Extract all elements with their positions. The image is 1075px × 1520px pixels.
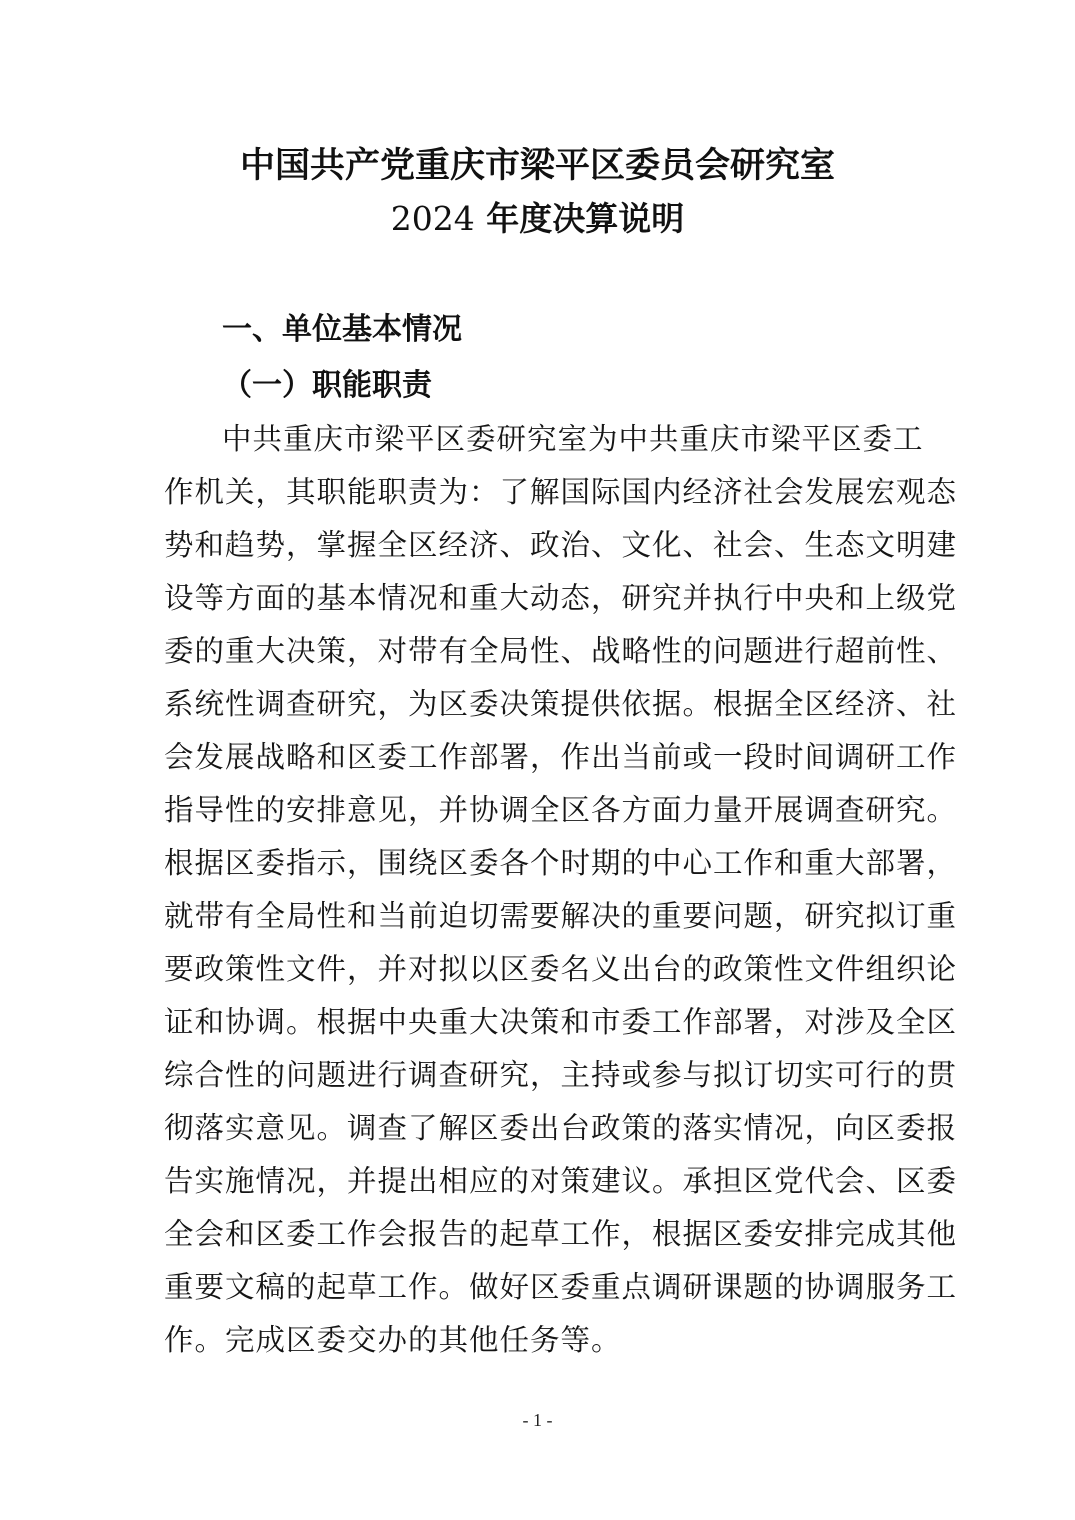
subtitle-year: 2024 — [390, 199, 475, 238]
paragraph-line: 证和协调。根据中央重大决策和市委工作部署，对涉及全区 — [164, 1005, 958, 1039]
paragraph-line: 全会和区委工作会报告的起草工作，根据区委安排完成其他 — [164, 1217, 958, 1251]
paragraph-line: 委的重大决策，对带有全局性、战略性的问题进行超前性、 — [164, 634, 958, 668]
page-number: - 1 - — [522, 1410, 553, 1430]
paragraph-line: 作。完成区委交办的其他任务等。 — [164, 1323, 622, 1357]
subtitle-text: 年度决算说明 — [474, 199, 685, 238]
paragraph-line: 作机关，其职能职责为：了解国际国内经济社会发展宏观态 — [164, 475, 958, 509]
section-heading: 一、单位基本情况 — [222, 312, 462, 347]
paragraph-line: 设等方面的基本情况和重大动态，研究并执行中央和上级党 — [164, 581, 958, 615]
paragraph-line: 就带有全局性和当前迫切需要解决的重要问题，研究拟订重 — [164, 899, 958, 933]
paragraph-line: 中共重庆市梁平区委研究室为中共重庆市梁平区委工 — [222, 422, 924, 456]
document-title: 中国共产党重庆市梁平区委员会研究室 — [239, 145, 835, 186]
paragraph-line: 会发展战略和区委工作部署，作出当前或一段时间调研工作 — [164, 740, 958, 774]
document-subtitle — [0, 193, 1075, 240]
paragraph-line: 重要文稿的起草工作。做好区委重点调研课题的协调服务工 — [164, 1270, 958, 1304]
paragraph-line: 指导性的安排意见，并协调全区各方面力量开展调查研究。 — [164, 793, 958, 827]
paragraph-line: 告实施情况，并提出相应的对策建议。承担区党代会、区委 — [164, 1164, 958, 1198]
subsection-heading: （一）职能职责 — [222, 368, 432, 403]
paragraph-line: 彻落实意见。调查了解区委出台政策的落实情况，向区委报 — [164, 1111, 958, 1145]
paragraph-line: 势和趋势，掌握全区经济、政治、文化、社会、生态文明建 — [164, 528, 958, 562]
paragraph-line: 根据区委指示，围绕区委各个时期的中心工作和重大部署， — [164, 846, 958, 880]
paragraph-line: 综合性的问题进行调查研究，主持或参与拟订切实可行的贯 — [164, 1058, 958, 1092]
paragraph-line: 系统性调查研究，为区委决策提供依据。根据全区经济、社 — [164, 687, 958, 721]
paragraph-line: 要政策性文件，并对拟以区委名义出台的政策性文件组织论 — [164, 952, 958, 986]
